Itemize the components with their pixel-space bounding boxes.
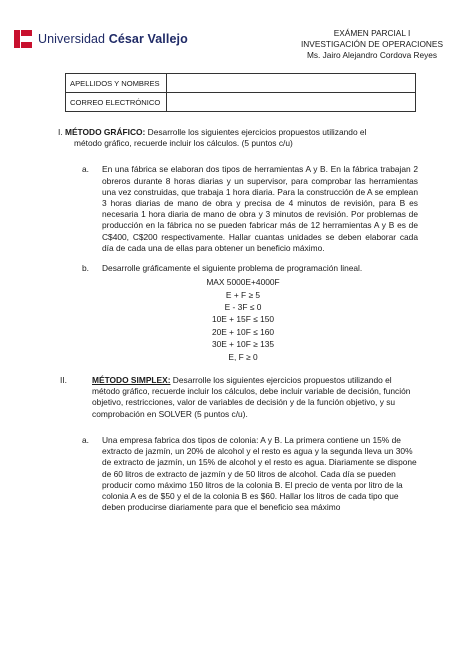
section1-number: I. (58, 127, 63, 137)
constraint: E + F ≥ 5 (225, 289, 261, 300)
names-label: APELLIDOS Y NOMBRES (66, 74, 167, 93)
problem-1a: En una fábrica se elaboran dos tipos de herramientas A y B. En la fábrica trabajan 2 obreros durante 8 horas diarias y un supervisor, para comprobar las herramientas una vez construidas, que trabaja 1 hora diaria. Para la construcción de A se emplean 3 horas diarias de mano de obra y precisa de 4 minutos de revisión, para B es necesaria 1 hora diaria de mano de obra y 3 minutos de revisión. Por problemas de producción en la fábrica no se pueden fabricar más de 12 herramientas A y B es de C$400, C$200 respectivamente. Hallar cuantas unidades se deben elaborar cada día de cada una de ellas para obtener un beneficio máximo. (102, 164, 418, 253)
list-item: a. En una fábrica se elaboran dos tipos de herramientas A y B. En la fábrica trabajan 2 obreros durante 8 horas diarias y un supervisor, para comprobar las herramientas una vez construidas, que trabaja 1 hora diaria. Para la construcción de A se emplean 3 horas diarias de mano de obra y precisa de 4 minutos de revisión, para B es necesaria 1 hora diaria de mano de obra y 3 minutos de revisión. Por problemas de producción en la fábrica no se pueden fabricar más de 12 herramientas A y B es de C$400, C$200 respectivamente. Hallar cuantas unidades se deben elaborar cada día de cada una de ellas para obtener un beneficio máximo. (82, 164, 418, 253)
email-label: CORREO ELECTRÓNICO (66, 93, 167, 112)
constraint: 20E + 10F ≤ 160 (211, 326, 275, 337)
problem-2a: Una empresa fabrica dos tipos de colonia: A y B. La primera contiene un 15% de extracto de jazmín, un 20% de alcohol y el resto es agua y la segunda lleva un 30% de extracto de jazmín, un 15% de alcohol y el resto es agua. Diariamente se dispone de 60 litros de extracto de jazmín y de 50 litros de alcohol. Cada día se pueden producir como máximo 150 litros de la colonia B. El precio de venta por litro de la colonia A es de $50 y el de la colonia B es $60. Hallar los litros de cada tipo que deben producirse diariamente para que el beneficio sea máximo (102, 434, 417, 513)
objective-function: MAX 5000E+4000F (206, 277, 280, 288)
exam-title: EXÁMEN PARCIAL I (333, 28, 411, 38)
problem-1b: Desarrolle gráficamente el siguiente problema de programación lineal. (102, 263, 363, 274)
constraint: 30E + 10F ≥ 135 (211, 339, 275, 350)
email-field[interactable] (167, 93, 416, 112)
exam-content (58, 127, 418, 522)
section1-intro: I. MÉTODO GRÁFICO: Desarrolle los siguientes ejercicios propuestos utilizando el (58, 127, 367, 137)
lp-model (74, 276, 418, 363)
constraint: 10E + 15F ≤ 150 (211, 314, 275, 325)
section2-title: MÉTODO SIMPLEX: (92, 375, 171, 386)
section2-intro: MÉTODO SIMPLEX: Desarrolle los siguientes ejercicios propuestos utilizando el método gráfico, recuerde incluir los cálculos, debe incluir variable de decisión, función objetivo, restricciones, valor de variables de decisión y de la función objetivo, y su comprobación en SOLVER (5 puntos c/u). (92, 375, 411, 419)
header-info (292, 28, 452, 61)
names-field[interactable] (167, 74, 416, 93)
section-graphic-method (58, 127, 418, 149)
university-logo (14, 30, 188, 48)
section2-number: II. (60, 375, 67, 386)
course-name: INVESTIGACIÓN DE OPERACIONES (301, 39, 443, 49)
section1-intro-line2: método gráfico, recuerde incluir los cálculos. (5 puntos c/u) (74, 138, 293, 149)
ucv-logo-icon (14, 30, 32, 48)
constraint: E - 3F ≤ 0 (224, 302, 262, 313)
section1-title: MÉTODO GRÁFICO: (64, 127, 146, 137)
section2-items (58, 435, 418, 513)
list-item: a. Una empresa fabrica dos tipos de colonia: A y B. La primera contiene un 15% de extracto de jazmín, un 20% de alcohol y el resto es agua y la segunda lleva un 30% de extracto de jazmín, un 15% de alcohol y el resto es agua. Diariamente se dispone de 60 litros de extracto de jazmín y de 50 litros de alcohol. Cada día se pueden producir como máximo 150 litros de la colonia B. El precio de venta por litro de la colonia A es de $50 y el de la colonia B es $60. Hallar los litros de cada tipo que deben producirse diariamente para que el beneficio sea máximo (82, 434, 417, 513)
section1-items (58, 164, 418, 363)
list-item: b. Desarrolle gráficamente el siguiente problema de programación lineal. (74, 263, 418, 274)
non-negativity: E, F ≥ 0 (228, 351, 258, 362)
student-info-table (65, 73, 416, 112)
teacher-name: Ms. Jairo Alejandro Cordova Reyes (306, 50, 438, 60)
logo-text: Universidad César Vallejo (38, 32, 188, 46)
section-simplex-method (58, 375, 418, 420)
